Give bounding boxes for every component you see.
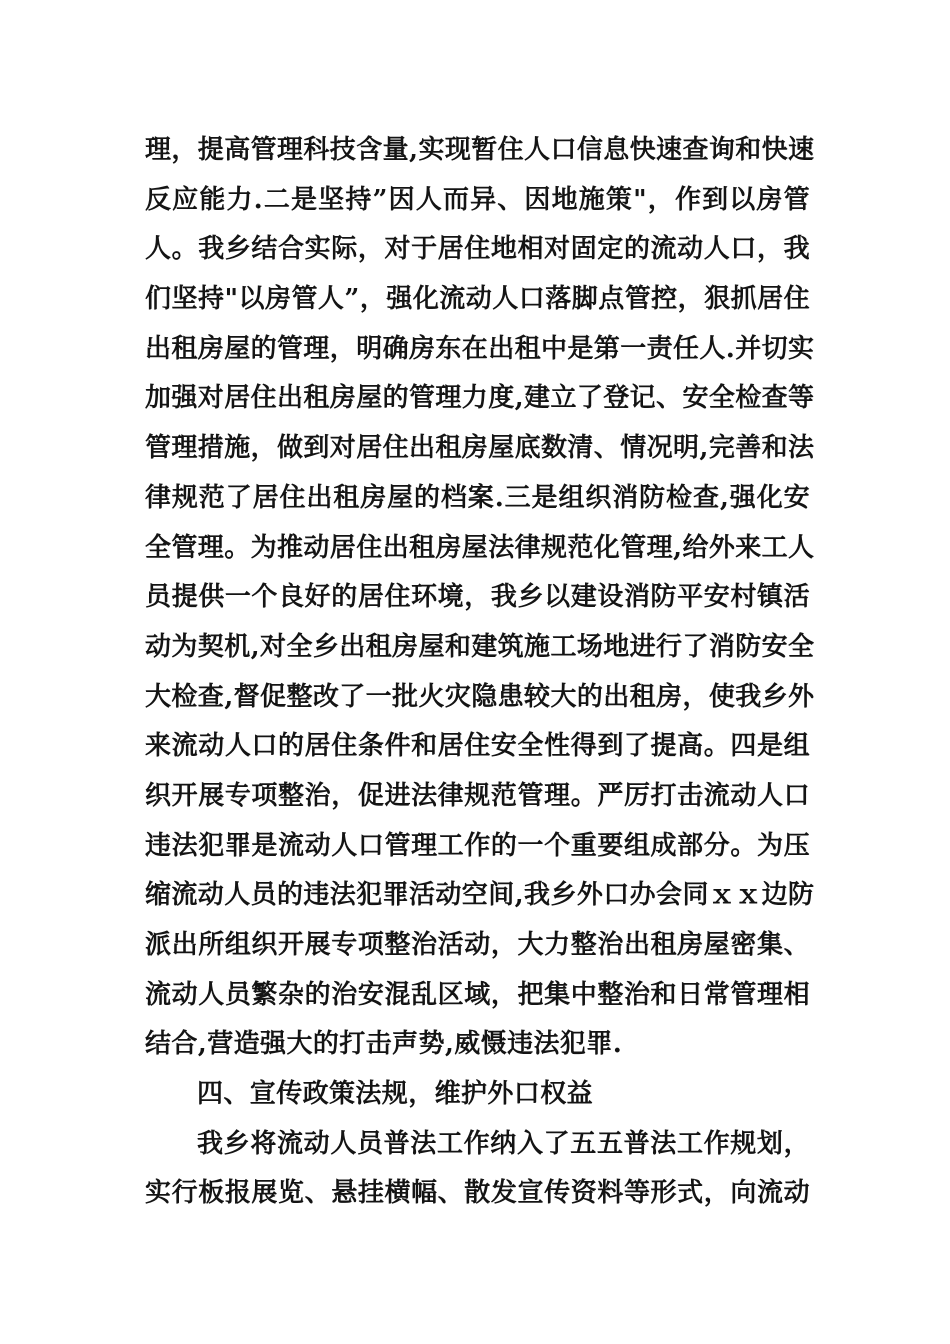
- text-line: 全管理。为推动居住出租房屋法律规范化管理,给外来工人: [145, 532, 815, 563]
- text-line: 律规范了居住出租房屋的档案.三是组织消防检查,强化安: [145, 482, 810, 513]
- body-text: [145, 126, 815, 1219]
- text-line: 人。我乡结合实际，对于居住地相对固定的流动人口，我: [145, 234, 810, 265]
- text-line: 流动人员繁杂的治安混乱区域，把集中整治和日常管理相: [145, 979, 810, 1010]
- paragraph-first-line: 我乡将流动人员普法工作纳入了五五普法工作规划，: [197, 1128, 810, 1159]
- text-line: 来流动人口的居住条件和居住安全性得到了提高。四是组: [145, 731, 810, 762]
- paragraph-end-line: 结合,营造强大的打击声势,威慑违法犯罪.: [145, 1029, 623, 1060]
- text-line: 织开展专项整治，促进法律规范管理。严厉打击流动人口: [145, 780, 810, 811]
- text-line: 违法犯罪是流动人口管理工作的一个重要组成部分。为压: [145, 830, 810, 861]
- text-line: 大检查,督促整改了一批火灾隐患较大的出租房，使我乡外: [145, 681, 815, 712]
- text-line: 员提供一个良好的居住环境，我乡以建设消防平安村镇活: [145, 582, 810, 613]
- text-line: 缩流动人员的违法犯罪活动空间,我乡外口办会同ｘｘ边防: [145, 880, 815, 911]
- text-line: 动为契机,对全乡出租房屋和建筑施工场地进行了消防安全: [145, 631, 815, 662]
- text-line: 实行板报展览、悬挂横幅、散发宣传资料等形式，向流动: [145, 1178, 810, 1209]
- text-line: 派出所组织开展专项整治活动，大力整治出租房屋密集、: [145, 930, 810, 960]
- text-line: 管理措施，做到对居住出租房屋底数清、情况明,完善和法: [145, 433, 815, 464]
- text-line: 出租房屋的管理，明确房东在出租中是第一责任人.并切实: [145, 333, 815, 364]
- text-line: 反应能力.二是坚持”因人而异、因地施策"，作到以房管: [145, 184, 810, 215]
- text-line: 们坚持"以房管人”，强化流动人口落脚点管控，狠抓居住: [145, 284, 810, 315]
- text-line: 理，提高管理科技含量,实现暂住人口信息快速查询和快速: [145, 135, 815, 165]
- section-heading: 四、宣传政策法规，维护外口权益: [197, 1079, 594, 1110]
- text-line: 加强对居住出租房屋的管理力度,建立了登记、安全检查等: [145, 383, 815, 414]
